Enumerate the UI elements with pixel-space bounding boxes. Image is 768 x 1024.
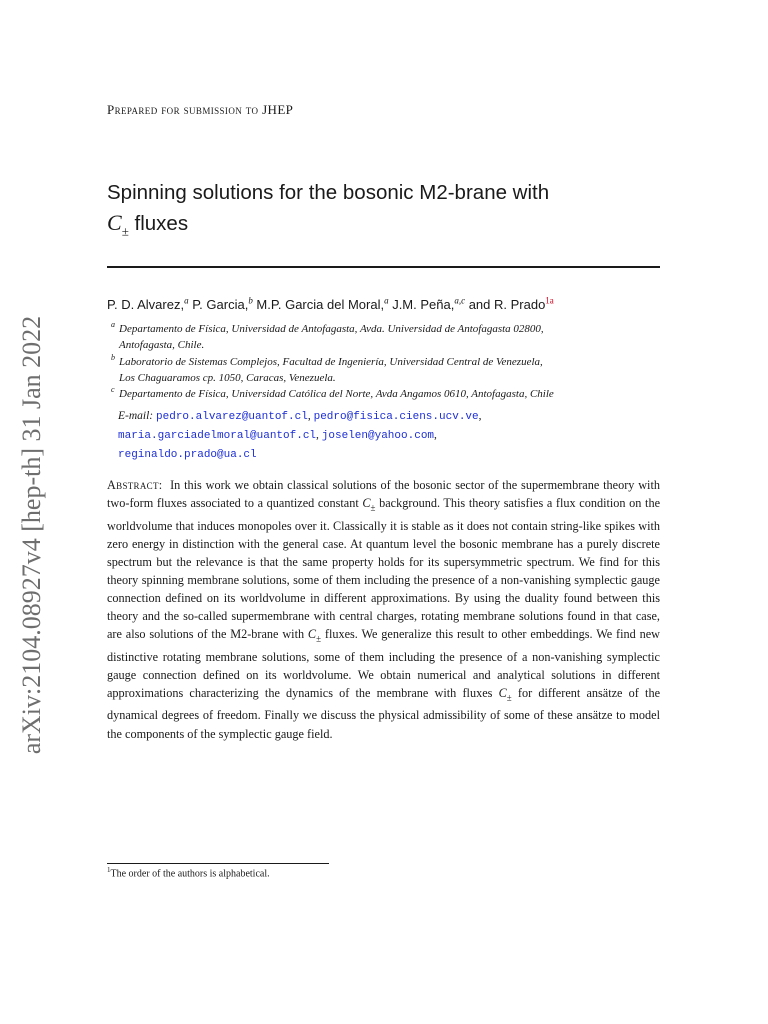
title-line-1: Spinning solutions for the bosonic M2-brane with [107, 181, 550, 204]
email-link[interactable]: joselen@yahoo.com [321, 430, 435, 442]
abstract-heading: Abstract: [107, 478, 163, 492]
footnote: $^1$The order of the authors is alphabetical. [107, 866, 270, 880]
arxiv-id: arXiv:2104.08927v4 [hep-th] 31 Jan 2022 [17, 315, 47, 755]
author: P. D. Alvarez,$^a$ [107, 296, 189, 313]
footnote-rule [107, 863, 329, 864]
prepared-for-note: Prepared for submission to JHEP [107, 102, 294, 117]
email-link[interactable]: pedro.alvarez@uantof.cl [156, 411, 308, 423]
title-rule [107, 266, 660, 268]
affiliation-a: a Departamento de Física, Universidad de Antofagasta, Avda. Universidad de Antofagasta 02800, Antofagasta, Chile. [111, 320, 544, 352]
arxiv-sidebar [12, 315, 52, 755]
author-list [107, 296, 667, 312]
email-link[interactable]: reginaldo.prado@ua.cl [118, 449, 257, 461]
email-label: E-mail: [118, 410, 154, 422]
title-math: $C_\pm$ [107, 210, 129, 239]
email-block: E-mail: pedro.alvarez@uantof.cl, pedro@fisica.ciens.ucv.ve, maria.garciadelmoral@uantof.cl, joselen@yahoo.com, reginaldo.prado@ua.cl [118, 410, 482, 461]
author: P. Garcia,$^b$ [188, 296, 253, 313]
abstract: Abstract: In this work we obtain classical solutions of the bosonic sector of the supermembrane theory with two-form fluxes associated to a quantized constant $C_\pm$ background. This theory satisfies a flux condition on the worldvolume that induces monopoles over it. Classically it is stable as it does not contain string-like spikes with zero energy in distinction with the general case. At quantum level the bosonic membrane has a purely discrete spectrum but the relevance is that the same property holds for its supersymmetric spectrum. We find for this theory spinning membrane solutions, some of them including the presence of a non-vanishing symplectic gauge connection defined on its worldvolume in different approximations. By using the duality found between this theory and the so-called supermembrane with central charges, rotating membrane solutions found in that case, are also solutions of the M2-brane with $C_\pm$ fluxes. We generalize this result to other embeddings. We find new distinctive rotating membrane solutions, some of them including the presence of a non-vanishing symplectic gauge connection defined on its worldvolume. We obtain numerical and analytical solutions in different approximations characterizing the dynamics of the membrane with fluxes $C_\pm$ for different ansätze of the dynamical degrees of freedom. Finally we discuss the physical admissibility of some of these ansätze to model the components of the symplectic gauge field. [107, 478, 661, 741]
email-link[interactable]: pedro@fisica.ciens.ucv.ve [313, 411, 479, 423]
affiliations [111, 321, 667, 402]
title-line-2: $C_\pm$ fluxes [107, 210, 189, 239]
author: M.P. Garcia del Moral,$^a$ [252, 296, 389, 313]
author: J.M. Peña,$^{a,c}$ [388, 296, 466, 313]
footnote-marker-link[interactable]: 1a [545, 296, 554, 306]
author: and R. Prado$^{1a}$ [465, 296, 554, 313]
affiliation-c: c Departamento de Física, Universidad Católica del Norte, Avda Angamos 0610, Antofagasta, Chile [111, 385, 554, 401]
paper-title [107, 178, 667, 246]
email-link[interactable]: maria.garciadelmoral@uantof.cl [118, 430, 317, 442]
affiliation-b: b Laboratorio de Sistemas Complejos, Facultad de Ingeniería, Universidad Central de Venezuela, Los Chaguaramos cp. 1050, Caracas, Venezuela. [111, 352, 543, 384]
